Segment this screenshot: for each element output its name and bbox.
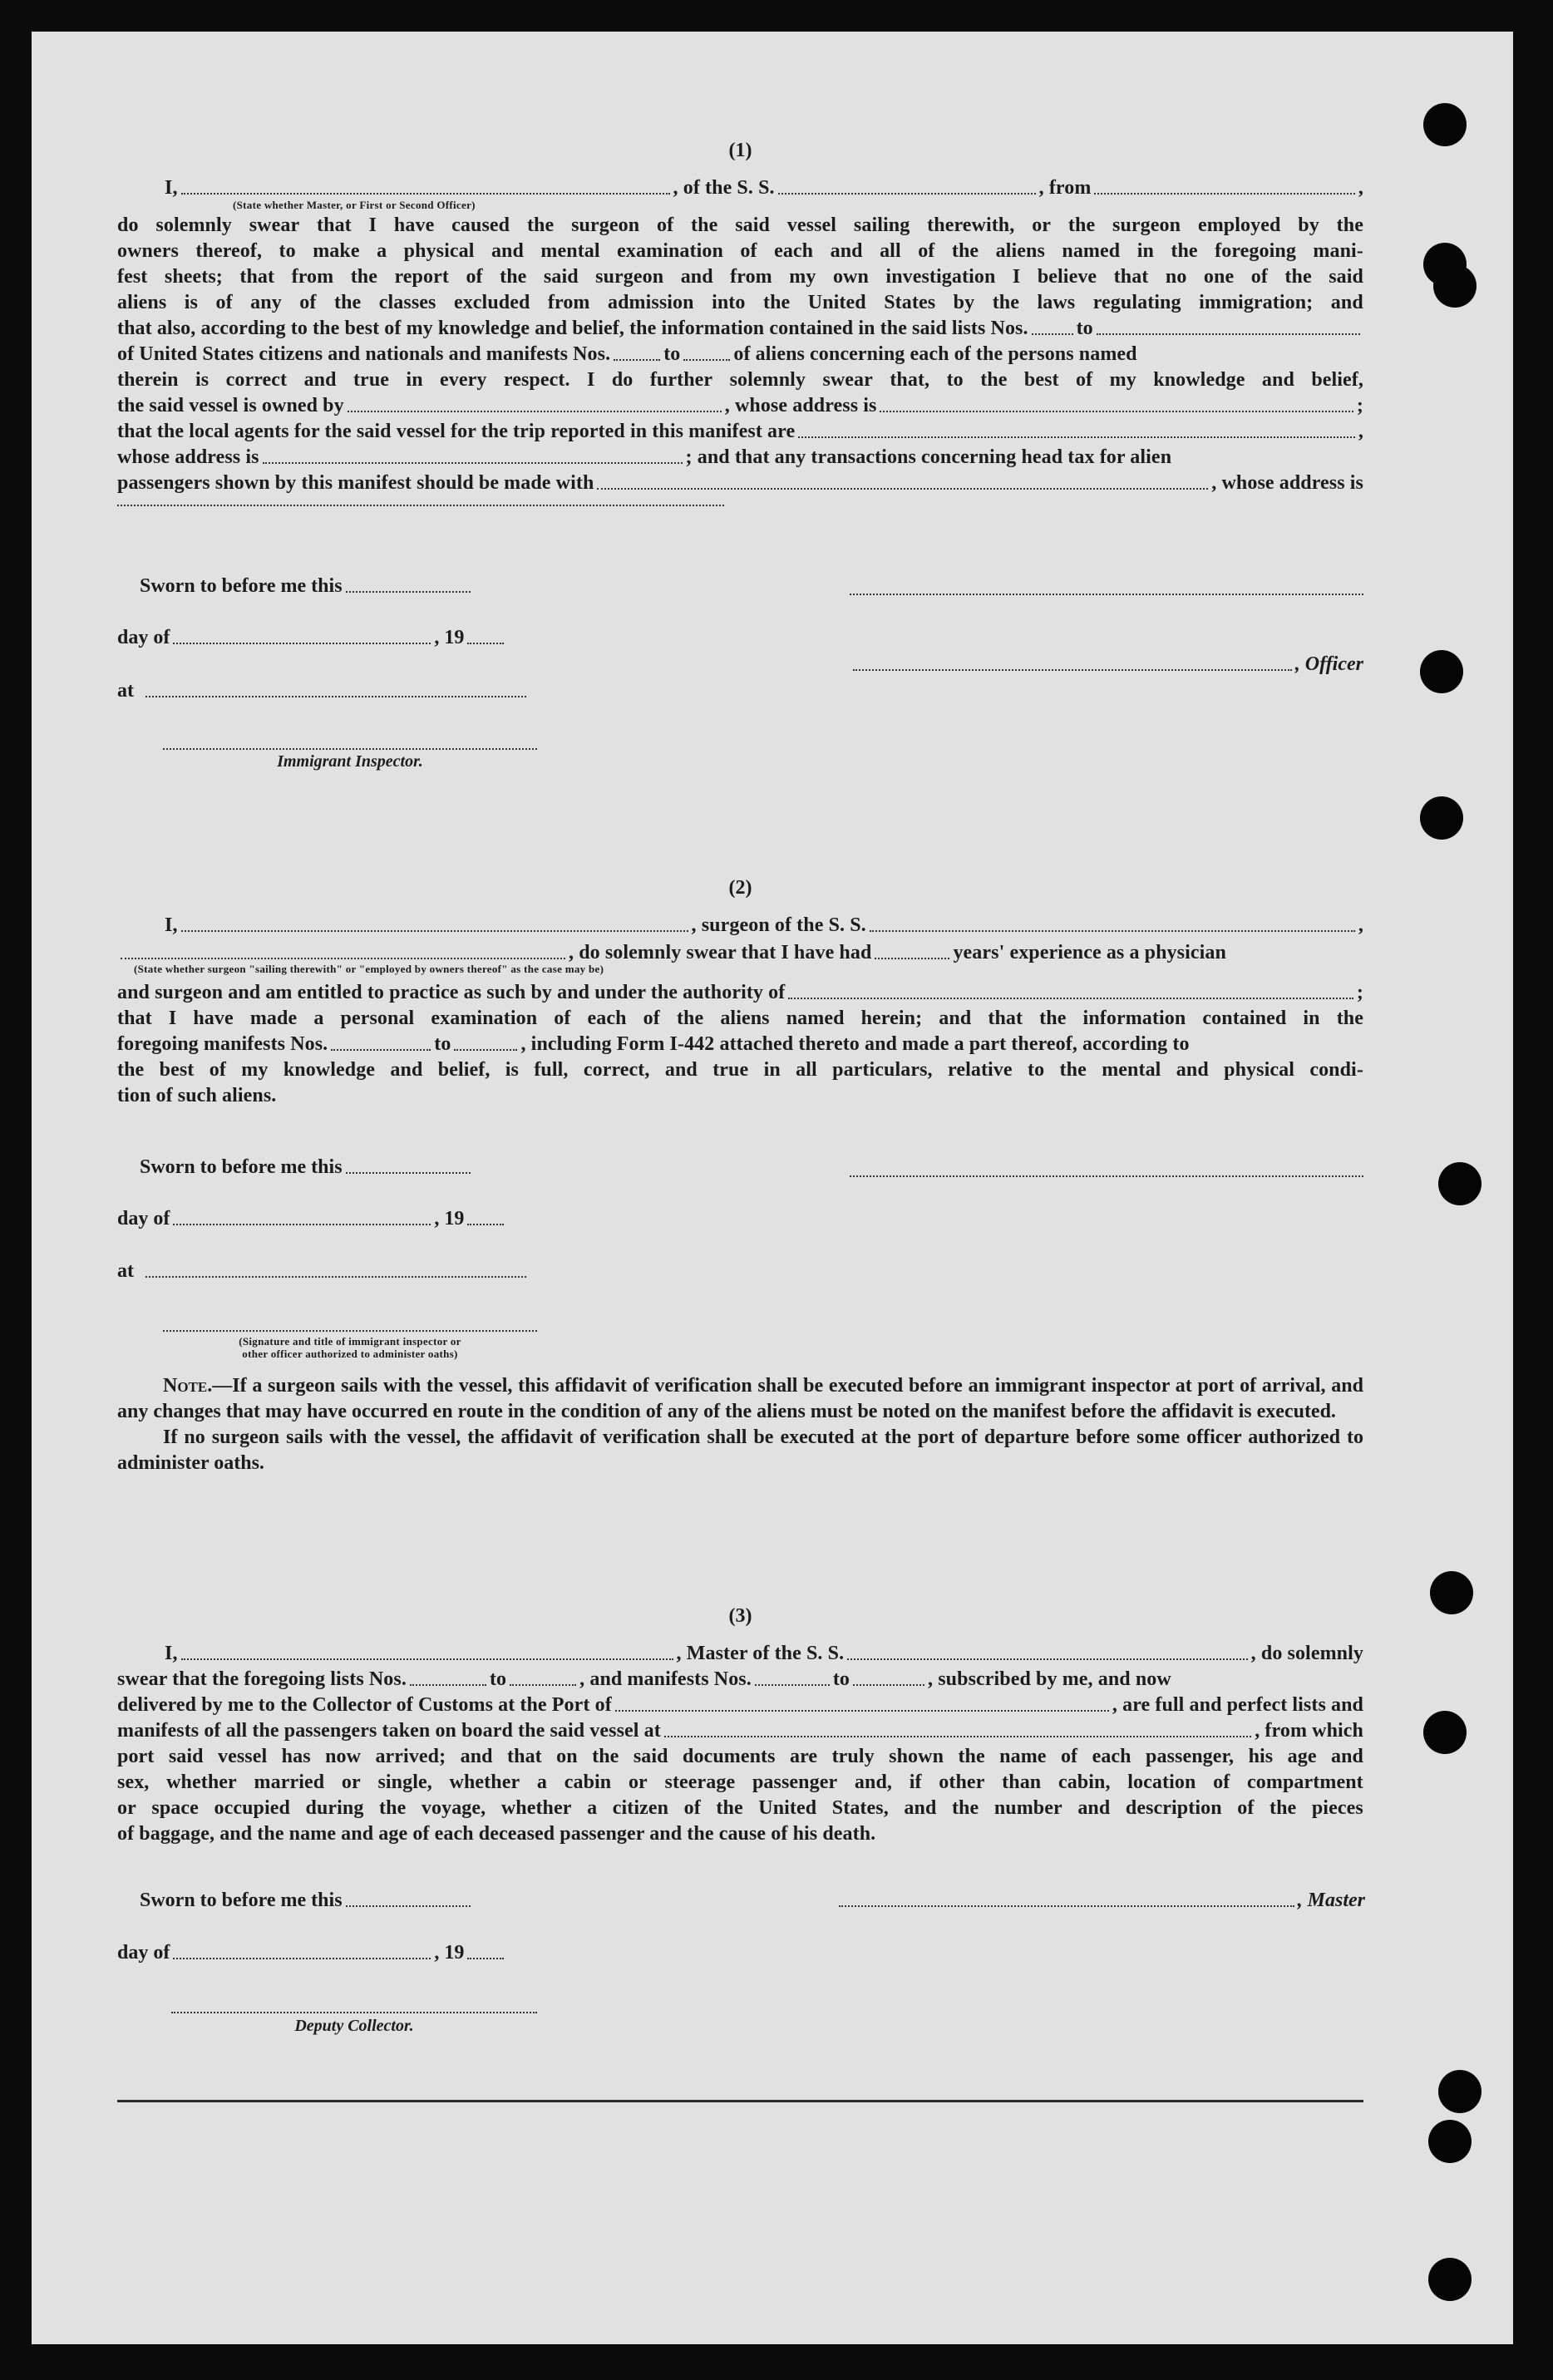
- form-line: that the local agents for the said vessel for the trip reported in this manifest are ,: [117, 421, 1363, 442]
- form-line: and surgeon and am entitled to practice as such by and under the authority of ;: [117, 982, 1363, 1003]
- form-line: swear that the foregoing lists Nos. to , and manifests Nos. to , subscribed by me, and now: [117, 1668, 1171, 1690]
- master-name-field[interactable]: [181, 1658, 673, 1660]
- year-field[interactable]: [467, 643, 504, 644]
- month-field[interactable]: [173, 1224, 431, 1225]
- text-line: that I have made a personal examination of each of the aliens named herein; and that the information contained in the: [117, 1008, 1363, 1029]
- form-line: delivered by me to the Collector of Customs at the Port of , are full and perfect lists and: [117, 1694, 1363, 1716]
- form-line: of United States citizens and nationals and manifests Nos. to of aliens concerning each of the persons named: [117, 343, 1137, 365]
- years-experience-field[interactable]: [875, 958, 949, 959]
- section-1-master-affidavit: [117, 140, 1363, 506]
- s2-manifests-to-field[interactable]: [454, 1049, 517, 1051]
- place-field[interactable]: [145, 696, 526, 697]
- boarding-port-field[interactable]: [664, 1736, 1251, 1737]
- surgeon-name-field[interactable]: [181, 930, 688, 932]
- owner-field[interactable]: [348, 411, 722, 412]
- s3-manifests-to-field[interactable]: [853, 1684, 924, 1686]
- section-number: (2): [728, 877, 752, 899]
- note-label: Note.: [163, 1375, 213, 1397]
- sworn-line: Sworn to before me this: [140, 1156, 474, 1179]
- form-line: the said vessel is owned by , whose address is ;: [117, 395, 1363, 416]
- binder-hole: [1430, 1571, 1473, 1614]
- binder-hole: [1438, 1162, 1482, 1205]
- day-of-line: day of , 19: [117, 1942, 507, 1964]
- text-line: port said vessel has now arrived; and that on the said documents are truly shown the name of each passenger, his age and: [117, 1746, 1363, 1767]
- sworn-line: Sworn to before me this: [140, 1890, 474, 1912]
- section-number: (3): [728, 1605, 752, 1627]
- note-block: [117, 1373, 1363, 1476]
- manifests-from-field[interactable]: [614, 359, 660, 361]
- head-tax-address-field[interactable]: [117, 505, 724, 506]
- day-of-line: day of , 19: [117, 627, 507, 649]
- section-2-surgeon-affidavit: [117, 877, 1363, 1109]
- s2-manifests-from-field[interactable]: [331, 1049, 431, 1051]
- lists-from-field[interactable]: [1032, 333, 1073, 335]
- note-paragraph: Note.—If a surgeon sails with the vessel, this affidavit of verification shall be executed before an immigrant inspector at port of arrival, and any changes that may have occurred en route in the condition of any of the aliens must be noted on the manifest before the affidavit is executed.: [117, 1375, 1363, 1422]
- officer-line: , Officer: [850, 653, 1363, 676]
- binder-hole: [1420, 796, 1463, 840]
- sworn-day-field[interactable]: [346, 1905, 471, 1907]
- at-line: at: [117, 680, 530, 702]
- form-line: I, , Master of the S. S. , do solemnly: [165, 1643, 1363, 1664]
- year-field[interactable]: [467, 1224, 504, 1225]
- surgeon-status-field[interactable]: [121, 958, 565, 959]
- deputy-signature-field[interactable]: [171, 2012, 537, 2013]
- sworn-day-field[interactable]: [346, 1172, 471, 1174]
- text-line: owners thereof, to make a physical and mental examination of each and all of the aliens named in the foregoing mani-: [117, 240, 1363, 262]
- form-line: foregoing manifests Nos. to , including Form I-442 attached thereto and made a part thereof, according to: [117, 1033, 1190, 1055]
- head-tax-contact-field[interactable]: [597, 488, 1208, 490]
- text-line: fest sheets; that from the report of the said surgeon and from my own investigation I believe that no one of the said: [117, 266, 1363, 288]
- binder-hole: [1428, 2258, 1472, 2301]
- binder-hole: [1423, 1711, 1467, 1754]
- section-number: (1): [728, 140, 752, 161]
- form-line: whose address is ; and that any transactions concerning head tax for alien: [117, 446, 1172, 468]
- officer-signature-field[interactable]: [850, 594, 1363, 595]
- month-field[interactable]: [173, 643, 431, 644]
- day-of-line: day of , 19: [117, 1208, 507, 1230]
- form-line: I, , of the S. S. , from ,: [165, 177, 1363, 199]
- officer-title-field[interactable]: [181, 193, 670, 195]
- inspector-signature-field[interactable]: [163, 1330, 537, 1332]
- sworn-day-field[interactable]: [346, 591, 471, 593]
- field-caption: (State whether surgeon "sailing therewith" or "employed by owners thereof" as the case may be): [134, 963, 604, 975]
- note-paragraph: If no surgeon sails with the vessel, the affidavit of verification shall be executed at the port of departure before some officer authorized to administer oaths.: [117, 1427, 1363, 1474]
- s3-lists-to-field[interactable]: [510, 1684, 576, 1686]
- from-port-field[interactable]: [1094, 193, 1354, 195]
- master-ship-field[interactable]: [847, 1658, 1247, 1660]
- text-line: aliens is of any of the classes excluded from admission into the United States by the laws regulating immigration; and: [117, 292, 1363, 313]
- lists-to-field[interactable]: [1097, 333, 1360, 335]
- form-line: , do solemnly swear that I have had years' experience as a physician: [117, 940, 1363, 966]
- month-field[interactable]: [173, 1958, 431, 1959]
- agents-address-field[interactable]: [263, 462, 683, 464]
- owner-address-field[interactable]: [880, 411, 1353, 412]
- section-3-master-verification: [117, 1605, 1363, 1847]
- deputy-caption: Deputy Collector.: [294, 2017, 414, 2035]
- form-line: that also, according to the best of my knowledge and belief, the information contained in the said lists Nos. to: [117, 316, 1363, 342]
- binder-hole: [1420, 650, 1463, 693]
- inspector-caption: Immigrant Inspector.: [277, 752, 423, 771]
- text-line: therein is correct and true in every respect. I do further solemnly swear that, to the best of my knowledge and belief,: [117, 369, 1363, 391]
- sworn-line: Sworn to before me this: [140, 575, 474, 598]
- text-line: or space occupied during the voyage, whether a citizen of the United States, and the number and description of the pieces: [117, 1797, 1363, 1819]
- manifests-to-field[interactable]: [683, 359, 730, 361]
- ship-name-field[interactable]: [778, 193, 1036, 195]
- form-line: passengers shown by this manifest should be made with , whose address is: [117, 472, 1363, 494]
- place-field[interactable]: [145, 1276, 526, 1278]
- authority-field[interactable]: [788, 998, 1353, 999]
- text-line: the best of my knowledge and belief, is full, correct, and true in all particulars, relative to the mental and physical condi-: [117, 1059, 1363, 1081]
- local-agents-field[interactable]: [798, 436, 1355, 438]
- surgeon-signature-field[interactable]: [850, 1175, 1363, 1177]
- s3-manifests-from-field[interactable]: [755, 1684, 830, 1686]
- master-signature-field[interactable]: [839, 1905, 1294, 1907]
- binder-hole: [1433, 264, 1477, 308]
- at-line: at: [117, 1260, 530, 1283]
- binder-hole: [1438, 2070, 1482, 2113]
- field-caption: (State whether Master, or First or Second Officer): [233, 199, 476, 211]
- binder-hole: [1428, 2120, 1472, 2163]
- binder-hole: [1423, 103, 1467, 146]
- inspector-signature-field[interactable]: [163, 748, 537, 750]
- text-line: sex, whether married or single, whether a cabin or steerage passenger and, if other than cabin, location of compartment: [117, 1771, 1363, 1793]
- signature-caption: (Signature and title of immigrant inspector or other officer authorized to administer oaths): [239, 1335, 461, 1360]
- surgeon-ship-field[interactable]: [870, 930, 1355, 932]
- text-line: tion of such aliens.: [117, 1085, 277, 1106]
- text-line: do solemnly swear that I have caused the surgeon of the said vessel sailing therewith, or the surgeon employed by the: [117, 214, 1363, 236]
- form-line: manifests of all the passengers taken on board the said vessel at , from which: [117, 1720, 1363, 1742]
- port-field[interactable]: [615, 1710, 1109, 1712]
- s3-lists-from-field[interactable]: [410, 1684, 486, 1686]
- form-line: I, , surgeon of the S. S. ,: [165, 914, 1363, 936]
- master-line: , Master: [836, 1890, 1365, 1912]
- bottom-divider: [117, 2100, 1363, 2102]
- year-field[interactable]: [467, 1958, 504, 1959]
- officer-name-field[interactable]: [853, 669, 1292, 671]
- text-line: of baggage, and the name and age of each deceased passenger and the cause of his death.: [117, 1823, 876, 1845]
